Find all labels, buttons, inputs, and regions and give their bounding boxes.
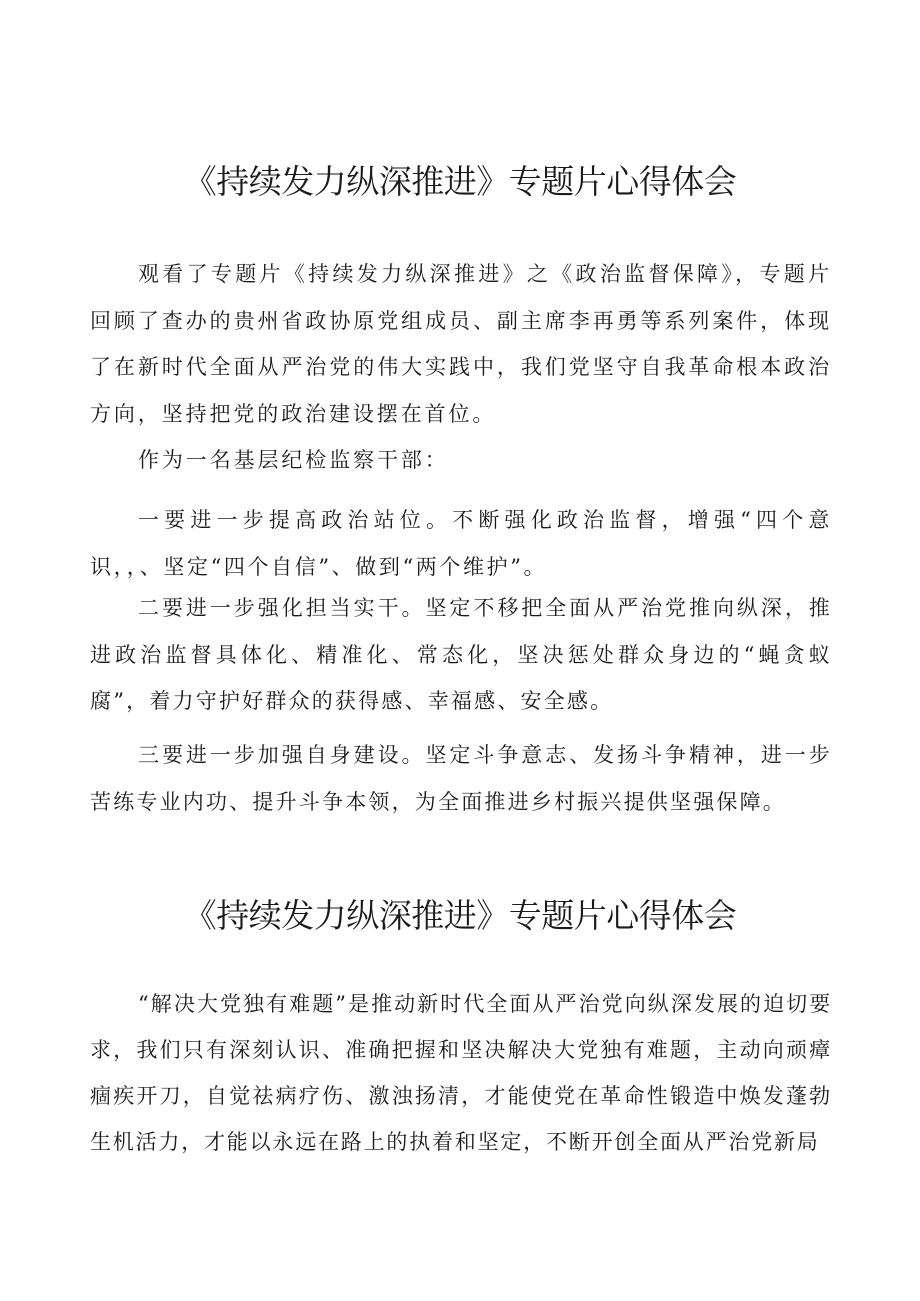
section-1-paragraph-1: 观看了专题片《持续发力纵深推进》之《政治监督保障》，专题片回顾了查办的贵州省政协原党组成员、副主席李再勇等系列案件，体现了在新时代全面从严治党的伟大实践中，我们党坚守自我革命根本政治方向，坚持把党的政治建设摆在首位。 xyxy=(90,262,832,426)
section-1-paragraph-4: 二要进一步强化担当实干。坚定不移把全面从严治党推向纵深，推进政治监督具体化、精准化、常态化，坚决惩处群众身边的“蝇贪蚁腐”，着力守护好群众的获得感、幸福感、安全感。 xyxy=(90,596,832,713)
section-1-paragraph-3: 一要进一步提高政治站位。不断强化政治监督，增强“四个意识，，、坚定“四个自信”、做到“两个维护”。 xyxy=(90,508,832,579)
section-2-paragraph-1: “解决大党独有难题”是推动新时代全面从严治党向纵深发展的迫切要求，我们只有深刻认识、准确把握和坚决解决大党独有难题，主动向顽瘴痼疾开刀，自觉祛病疗伤、激浊扬清，才能使党在革命性锻造中焕发蓬勃生机活力，才能以永远在路上的执着和坚定，不断开创全面从严治党新局 xyxy=(90,992,832,1154)
section-1-paragraph-2: 作为一名基层纪检监察干部： xyxy=(138,448,449,472)
section-2-title: 《持续发力纵深推进》专题片心得体会 xyxy=(183,896,737,935)
section-1-title: 《持续发力纵深推进》专题片心得体会 xyxy=(183,162,737,201)
section-1-paragraph-5: 三要进一步加强自身建设。坚定斗争意志、发扬斗争精神，进一步苦练专业内功、提升斗争本领，为全面推进乡村振兴提供坚强保障。 xyxy=(90,743,832,814)
